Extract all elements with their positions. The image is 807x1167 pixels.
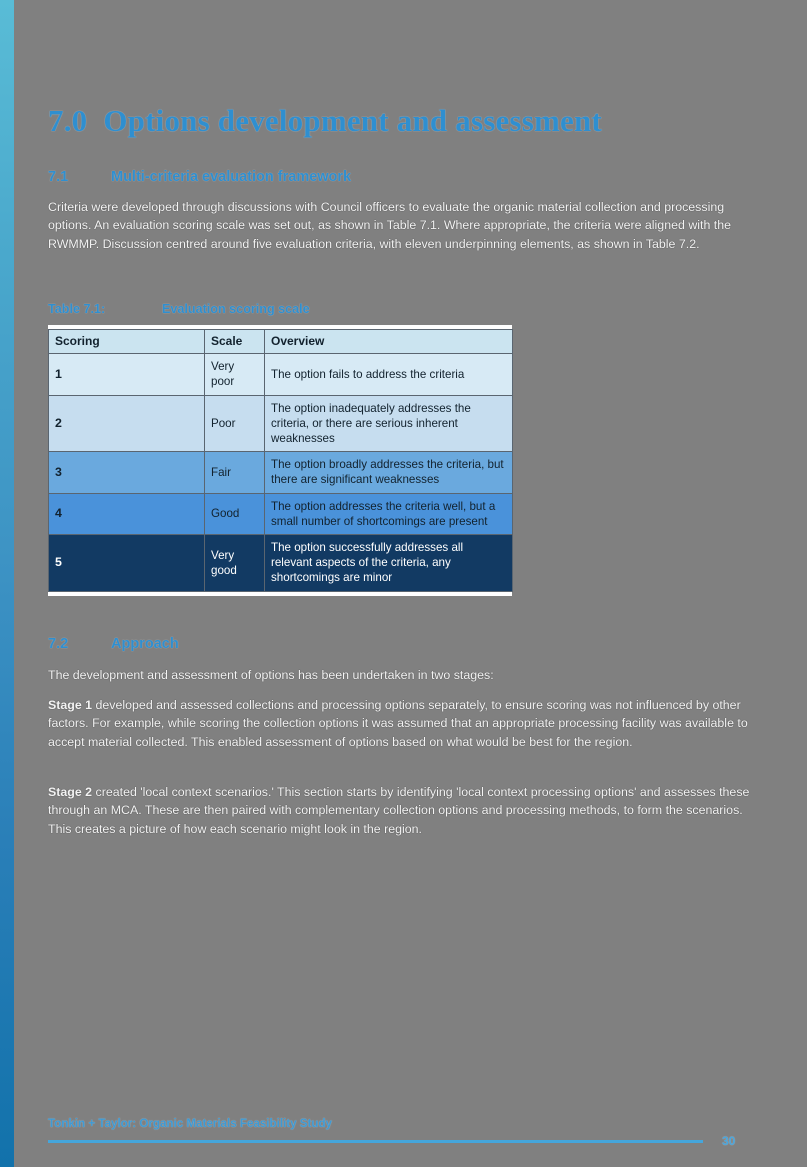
cell-overview: The option broadly addresses the criteria, but there are significant weaknesses [265, 452, 513, 493]
page-title-number: 7.0 [48, 103, 88, 138]
table-row [49, 395, 513, 452]
scoring-table-wrapper [48, 325, 512, 596]
stage-2-text: created 'local context scenarios.' This section starts by identifying 'local context processing options' and assesses these through an MCA. These are then paired with complementary collection options and processing methods, to form the scenarios. This creates a picture of how each scenario might look in the region. [48, 785, 750, 836]
table-caption [48, 302, 310, 316]
section-heading-7-1 [48, 169, 351, 185]
section-title-7-1: Multi-criteria evaluation framework [111, 169, 352, 185]
page-title [48, 103, 602, 139]
cell-scoring: 5 [49, 535, 205, 592]
cell-scale: Good [205, 493, 265, 534]
page-edge-stripe [0, 0, 14, 1167]
paragraph-stages-intro: The development and assessment of options has been undertaken in two stages: [48, 668, 494, 682]
page-title-text: Options development and assessment [103, 103, 602, 138]
cell-scale: Fair [205, 452, 265, 493]
column-header-scoring: Scoring [49, 330, 205, 354]
column-header-scale: Scale [205, 330, 265, 354]
section-heading-7-2 [48, 636, 179, 652]
cell-scoring: 1 [49, 354, 205, 395]
column-header-overview: Overview [265, 330, 513, 354]
cell-scale: Very good [205, 535, 265, 592]
cell-scale: Very poor [205, 354, 265, 395]
stage-1-text: developed and assessed collections and processing options separately, to ensure scoring was not influenced by other factors. For example, while scoring the collection options it was assumed that an appropriate processing facility was available to accept material collected. This enabled assessment of options based on what would be best for the region. [48, 698, 748, 749]
section-number-7-1: 7.1 [48, 169, 69, 185]
table-row [49, 354, 513, 395]
cell-overview: The option successfully addresses all relevant aspects of the criteria, any shortcomings are minor [265, 535, 513, 592]
footer-document-title: Tonkin + Taylor: Organic Materials Feasibility Study [48, 1117, 333, 1130]
cell-scale: Poor [205, 395, 265, 452]
document-page [14, 0, 807, 1167]
section-title-7-2: Approach [111, 636, 179, 652]
evaluation-scoring-table [48, 329, 513, 592]
cell-scoring: 2 [49, 395, 205, 452]
stage-1-label: Stage 1 [48, 698, 93, 712]
paragraph-stage-2 [48, 783, 768, 838]
cell-scoring: 4 [49, 493, 205, 534]
table-row [49, 452, 513, 493]
paragraph-stage-1 [48, 696, 768, 751]
footer-divider [48, 1140, 703, 1143]
cell-overview: The option addresses the criteria well, but a small number of shortcomings are present [265, 493, 513, 534]
paragraph-criteria-intro: Criteria were developed through discussions with Council officers to evaluate the organic material collection and processing options. An evaluation scoring scale was set out, as shown in Table 7.1. Where appropriate, the criteria were aligned with the RWMMP. Discussion centred around five evaluation criteria, with eleven underpinning elements, as shown in Table 7.2. [48, 200, 732, 251]
stage-2-label: Stage 2 [48, 785, 93, 799]
table-header-row [49, 330, 513, 354]
cell-scoring: 3 [49, 452, 205, 493]
table-bottom-rule [48, 592, 512, 596]
footer-page-number: 30 [722, 1134, 736, 1148]
table-caption-label: Table 7.1: [48, 302, 106, 316]
table-row [49, 493, 513, 534]
table-row [49, 535, 513, 592]
cell-overview: The option inadequately addresses the criteria, or there are serious inherent weaknesses [265, 395, 513, 452]
section-number-7-2: 7.2 [48, 636, 69, 652]
table-caption-title: Evaluation scoring scale [162, 302, 310, 316]
cell-overview: The option fails to address the criteria [265, 354, 513, 395]
